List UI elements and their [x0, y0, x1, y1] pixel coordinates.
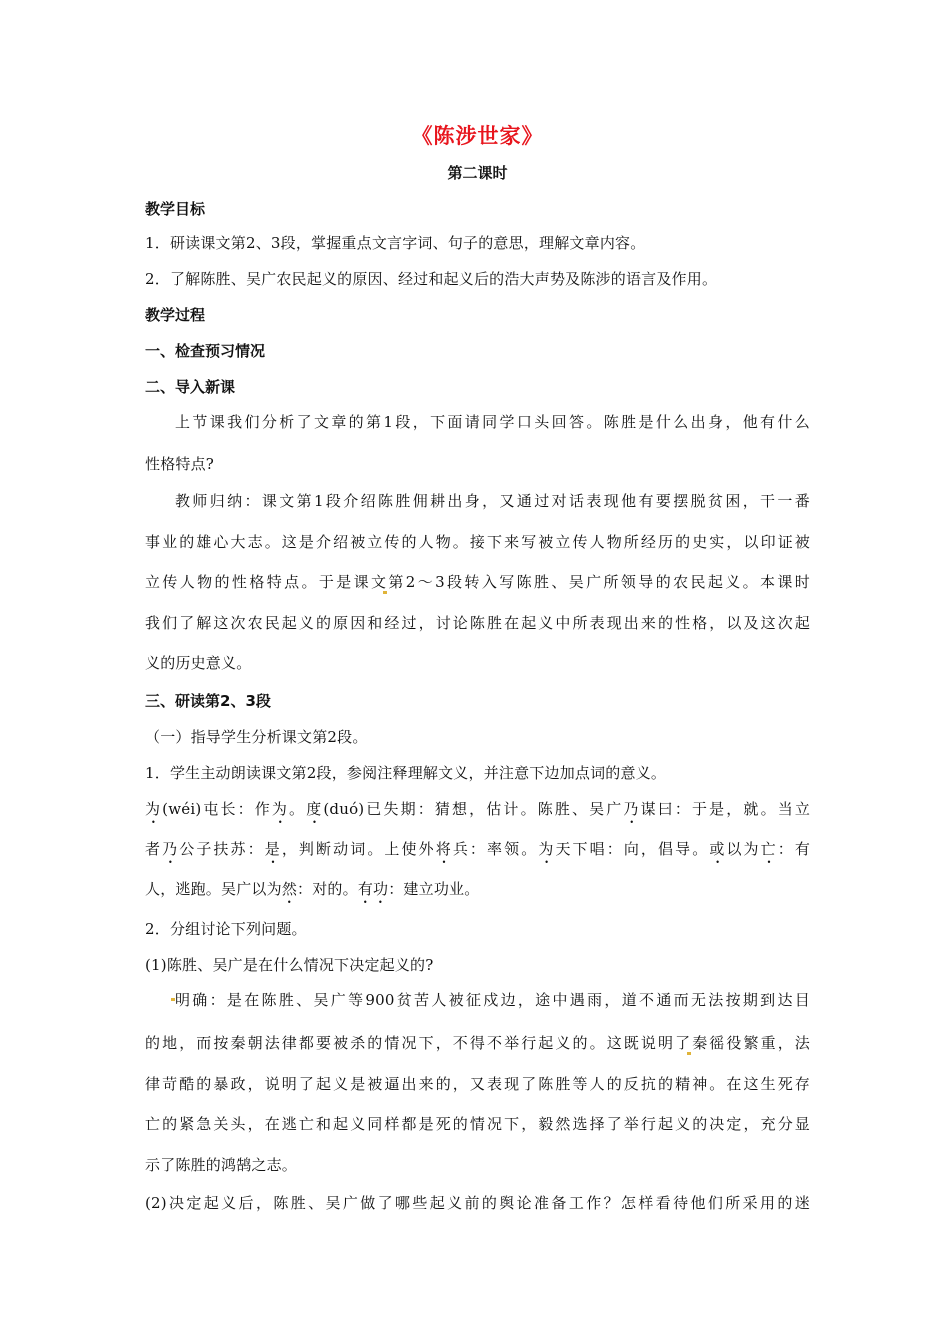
- summary-paragraph-line: 立传人物的性格特点。于是课文第2～3段转入写陈胜、吴广所领导的农民起义。本课时: [145, 573, 810, 591]
- answer-line: 明确：是在陈胜、吴广等900贫苦人被征戍边，途中遇雨，道不通而无法按期到达目: [175, 991, 810, 1009]
- question-item: (2)决定起义后，陈胜、吴广做了哪些起义前的舆论准备工作？怎样看待他们所采用的迷: [145, 1194, 810, 1212]
- intro-paragraph-line: 性格特点?: [145, 455, 215, 473]
- heading-goals: 教学目标: [145, 200, 206, 218]
- dotted-word: 乃: [623, 800, 641, 818]
- document-title: 《陈涉世家》: [411, 124, 544, 148]
- document-subtitle: 第二课时: [447, 164, 508, 182]
- vocab-line: 者乃公子扶苏：是，判断动词。上使外将兵：率领。为天下唱：向，倡导。或以为亡：有: [145, 840, 811, 858]
- summary-paragraph-line: 教师归纳：课文第1段介绍陈胜佣耕出身，又通过对话表现他有要摆脱贫困，干一番: [175, 492, 810, 510]
- goal-item: 1．研读课文第2、3段，掌握重点文言字词、句子的意思，理解文章内容。: [145, 234, 646, 252]
- dotted-word: 然: [281, 880, 298, 898]
- highlight-marker: [687, 1052, 691, 1055]
- dotted-word: 是: [264, 840, 282, 858]
- dotted-word: 为: [538, 840, 556, 858]
- dotted-word: 度: [306, 800, 324, 818]
- dotted-word: 为: [271, 800, 290, 818]
- summary-paragraph-line: 我们了解这次农民起义的原因和经过，讨论陈胜在起义中所表现出来的性格，以及这次起: [145, 614, 810, 632]
- answer-line: 律苛酷的暴政，说明了起义是被逼出来的，又表现了陈胜等人的反抗的精神。在这生死存: [145, 1075, 810, 1093]
- dotted-word: 或: [709, 840, 727, 858]
- question-item: (1)陈胜、吴广是在什么情况下决定起义的?: [145, 956, 434, 974]
- summary-paragraph-line: 义的历史意义。: [145, 654, 252, 672]
- dotted-word: 乃: [162, 840, 180, 858]
- dotted-word: 亡: [760, 840, 778, 858]
- goal-item: 2．了解陈胜、吴广农民起义的原因、经过和起义后的浩大声势及陈涉的语言及作用。: [145, 270, 718, 288]
- section-heading-3: 三、研读第2、3段: [145, 692, 271, 710]
- section-heading-2: 二、导入新课: [145, 378, 236, 396]
- dotted-word: 将: [435, 840, 453, 858]
- summary-paragraph-line: 事业的雄心大志。这是介绍被立传的人物。接下来写被立传人物所经历的史实，以印证被: [145, 533, 810, 551]
- dotted-word: 有功: [357, 880, 389, 898]
- step-item: 2．分组讨论下列问题。: [145, 920, 307, 938]
- vocab-line: 为(wéi)屯长：作为。度(duó)已失期：猜想，估计。陈胜、吴广乃谋曰：于是，就。当立: [145, 800, 811, 818]
- answer-line: 示了陈胜的鸿鹄之志。: [145, 1156, 298, 1174]
- answer-line: 亡的紧急关头，在逃亡和起义同样都是死的情况下，毅然选择了举行起义的决定，充分显: [145, 1115, 810, 1133]
- step-item: 1．学生主动朗读课文第2段，参阅注释理解文义，并注意下边加点词的意义。: [145, 764, 667, 782]
- vocab-line: 人，逃跑。吴广以为然：对的。有功：建立功业。: [145, 880, 480, 898]
- heading-process: 教学过程: [145, 306, 206, 324]
- intro-paragraph-line: 上节课我们分析了文章的第1段，下面请同学口头回答。陈胜是什么出身，他有什么: [175, 413, 810, 431]
- part-heading: （一）指导学生分析课文第2段。: [145, 728, 368, 746]
- section-heading-1: 一、检查预习情况: [145, 342, 266, 360]
- answer-line: 的地，而按秦朝法律都要被杀的情况下，不得不举行起义的。这既说明了秦徭役繁重，法: [145, 1034, 810, 1052]
- dotted-word: 为: [145, 800, 163, 818]
- highlight-marker: [383, 591, 387, 594]
